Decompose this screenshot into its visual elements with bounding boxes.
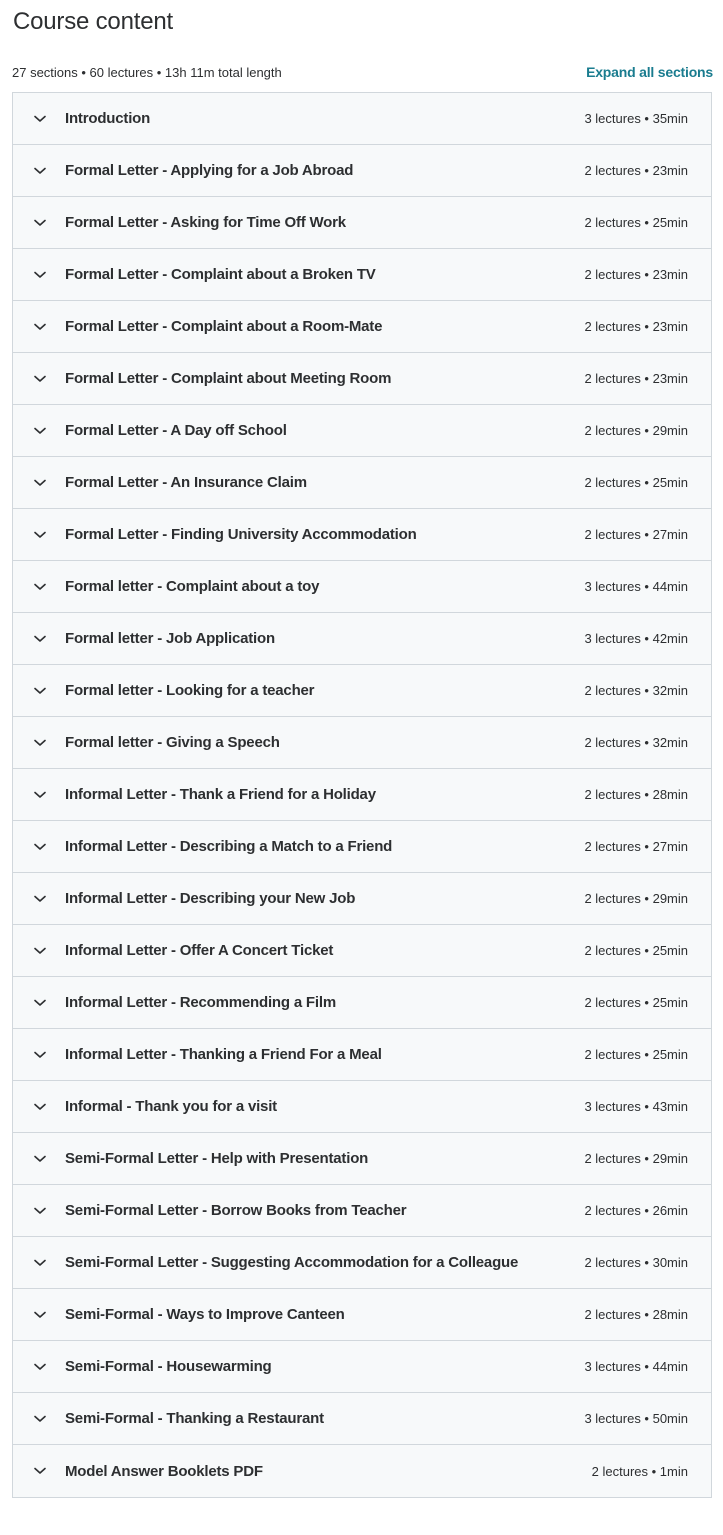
section-row[interactable] bbox=[13, 561, 711, 613]
section-meta: 2 lectures • 25min bbox=[584, 215, 688, 230]
section-title: Informal Letter - Recommending a Film bbox=[65, 994, 336, 1011]
section-title: Informal Letter - Thanking a Friend For a Meal bbox=[65, 1046, 382, 1063]
section-row[interactable] bbox=[13, 509, 711, 561]
section-row[interactable] bbox=[13, 1081, 711, 1133]
section-row[interactable] bbox=[13, 145, 711, 197]
section-meta: 2 lectures • 23min bbox=[584, 319, 688, 334]
section-row[interactable] bbox=[13, 873, 711, 925]
section-title: Informal Letter - Offer A Concert Ticket bbox=[65, 942, 334, 959]
chevron-down-icon bbox=[33, 996, 47, 1010]
chevron-down-icon bbox=[33, 1308, 47, 1322]
section-row[interactable] bbox=[13, 717, 711, 769]
section-meta: 3 lectures • 44min bbox=[584, 579, 688, 594]
section-meta: 2 lectures • 28min bbox=[584, 1307, 688, 1322]
section-title: Informal Letter - Describing a Match to a Friend bbox=[65, 838, 393, 855]
section-title: Formal letter - Complaint about a toy bbox=[65, 578, 320, 595]
section-title: Formal Letter - Complaint about a Broken TV bbox=[65, 266, 376, 283]
section-meta: 2 lectures • 26min bbox=[584, 1203, 688, 1218]
chevron-down-icon bbox=[33, 1360, 47, 1374]
section-title: Semi-Formal Letter - Borrow Books from Teacher bbox=[65, 1202, 407, 1219]
chevron-down-icon bbox=[33, 840, 47, 854]
chevron-down-icon bbox=[33, 268, 47, 282]
section-meta: 2 lectures • 30min bbox=[584, 1255, 688, 1270]
sections-accordion bbox=[12, 92, 712, 1498]
page-title: Course content bbox=[13, 8, 173, 35]
chevron-down-icon bbox=[33, 892, 47, 906]
section-title: Formal Letter - Complaint about Meeting Room bbox=[65, 370, 392, 387]
section-meta: 3 lectures • 44min bbox=[584, 1359, 688, 1374]
chevron-down-icon bbox=[33, 164, 47, 178]
chevron-down-icon bbox=[33, 1152, 47, 1166]
chevron-down-icon bbox=[33, 944, 47, 958]
section-title: Formal Letter - An Insurance Claim bbox=[65, 474, 307, 491]
chevron-down-icon bbox=[33, 1412, 47, 1426]
chevron-down-icon bbox=[33, 1048, 47, 1062]
section-row[interactable] bbox=[13, 613, 711, 665]
section-row[interactable] bbox=[13, 925, 711, 977]
chevron-down-icon bbox=[33, 216, 47, 230]
chevron-down-icon bbox=[33, 580, 47, 594]
section-meta: 3 lectures • 50min bbox=[584, 1411, 688, 1426]
section-meta: 3 lectures • 42min bbox=[584, 631, 688, 646]
section-title: Semi-Formal Letter - Suggesting Accommodation for a Colleague bbox=[65, 1254, 519, 1271]
section-meta: 2 lectures • 25min bbox=[584, 995, 688, 1010]
section-title: Formal Letter - Applying for a Job Abroad bbox=[65, 162, 354, 179]
section-title: Semi-Formal Letter - Help with Presentation bbox=[65, 1150, 369, 1167]
chevron-down-icon bbox=[33, 424, 47, 438]
section-meta: 2 lectures • 28min bbox=[584, 787, 688, 802]
section-title: Model Answer Booklets PDF bbox=[65, 1462, 263, 1480]
section-row[interactable] bbox=[13, 93, 711, 145]
chevron-down-icon bbox=[33, 476, 47, 490]
section-meta: 2 lectures • 25min bbox=[584, 943, 688, 958]
section-title: Introduction bbox=[65, 110, 151, 127]
section-meta: 2 lectures • 25min bbox=[584, 475, 688, 490]
section-meta: 2 lectures • 23min bbox=[584, 267, 688, 282]
section-title: Formal letter - Looking for a teacher bbox=[65, 682, 315, 699]
section-meta: 2 lectures • 25min bbox=[584, 1047, 688, 1062]
chevron-down-icon bbox=[33, 112, 47, 126]
section-meta: 2 lectures • 29min bbox=[584, 423, 688, 438]
section-title: Semi-Formal - Thanking a Restaurant bbox=[65, 1410, 324, 1427]
section-meta: 3 lectures • 43min bbox=[584, 1099, 688, 1114]
section-title: Informal - Thank you for a visit bbox=[65, 1098, 277, 1115]
section-row[interactable] bbox=[13, 1393, 711, 1445]
chevron-down-icon bbox=[33, 528, 47, 542]
section-meta: 2 lectures • 32min bbox=[584, 735, 688, 750]
section-title: Formal Letter - A Day off School bbox=[65, 422, 287, 439]
expand-all-sections-button[interactable]: Expand all sections bbox=[586, 64, 713, 80]
section-row[interactable] bbox=[13, 665, 711, 717]
section-meta: 2 lectures • 29min bbox=[584, 891, 688, 906]
section-title: Semi-Formal - Ways to Improve Canteen bbox=[65, 1306, 345, 1323]
section-title: Informal Letter - Describing your New Job bbox=[65, 890, 356, 907]
chevron-down-icon bbox=[33, 736, 47, 750]
section-meta: 2 lectures • 29min bbox=[584, 1151, 688, 1166]
section-row[interactable] bbox=[13, 405, 711, 457]
section-meta: 2 lectures • 23min bbox=[584, 371, 688, 386]
chevron-down-icon bbox=[33, 1100, 47, 1114]
section-title: Semi-Formal - Housewarming bbox=[65, 1358, 272, 1375]
section-row[interactable] bbox=[13, 769, 711, 821]
section-title: Formal Letter - Complaint about a Room-Mate bbox=[65, 318, 383, 335]
section-row[interactable] bbox=[13, 1289, 711, 1341]
chevron-down-icon bbox=[33, 1204, 47, 1218]
section-row[interactable] bbox=[13, 821, 711, 873]
section-title: Formal Letter - Finding University Accommodation bbox=[65, 526, 417, 543]
course-summary: 27 sections • 60 lectures • 13h 11m total length bbox=[12, 64, 282, 80]
chevron-down-icon bbox=[33, 1464, 47, 1478]
chevron-down-icon bbox=[33, 1256, 47, 1270]
section-row[interactable] bbox=[13, 197, 711, 249]
section-row[interactable] bbox=[13, 1185, 711, 1237]
section-row[interactable] bbox=[13, 1133, 711, 1185]
section-meta: 3 lectures • 35min bbox=[584, 111, 688, 126]
section-meta: 2 lectures • 1min bbox=[591, 1463, 688, 1479]
section-row[interactable] bbox=[13, 1445, 711, 1497]
section-meta: 2 lectures • 27min bbox=[584, 839, 688, 854]
chevron-down-icon bbox=[33, 684, 47, 698]
section-row[interactable] bbox=[13, 249, 711, 301]
chevron-down-icon bbox=[33, 372, 47, 386]
summary-row bbox=[12, 62, 713, 82]
section-row[interactable] bbox=[13, 1341, 711, 1393]
chevron-down-icon bbox=[33, 320, 47, 334]
section-row[interactable] bbox=[13, 977, 711, 1029]
section-row[interactable] bbox=[13, 1237, 711, 1289]
chevron-down-icon bbox=[33, 788, 47, 802]
chevron-down-icon bbox=[33, 632, 47, 646]
section-title: Formal letter - Job Application bbox=[65, 630, 275, 647]
section-row[interactable] bbox=[13, 457, 711, 509]
section-title: Formal Letter - Asking for Time Off Work bbox=[65, 214, 346, 231]
section-row[interactable] bbox=[13, 1029, 711, 1081]
section-meta: 2 lectures • 27min bbox=[584, 527, 688, 542]
section-row[interactable] bbox=[13, 353, 711, 405]
section-meta: 2 lectures • 32min bbox=[584, 683, 688, 698]
section-title: Formal letter - Giving a Speech bbox=[65, 734, 280, 751]
section-meta: 2 lectures • 23min bbox=[584, 163, 688, 178]
section-row[interactable] bbox=[13, 301, 711, 353]
section-title: Informal Letter - Thank a Friend for a Holiday bbox=[65, 786, 376, 803]
